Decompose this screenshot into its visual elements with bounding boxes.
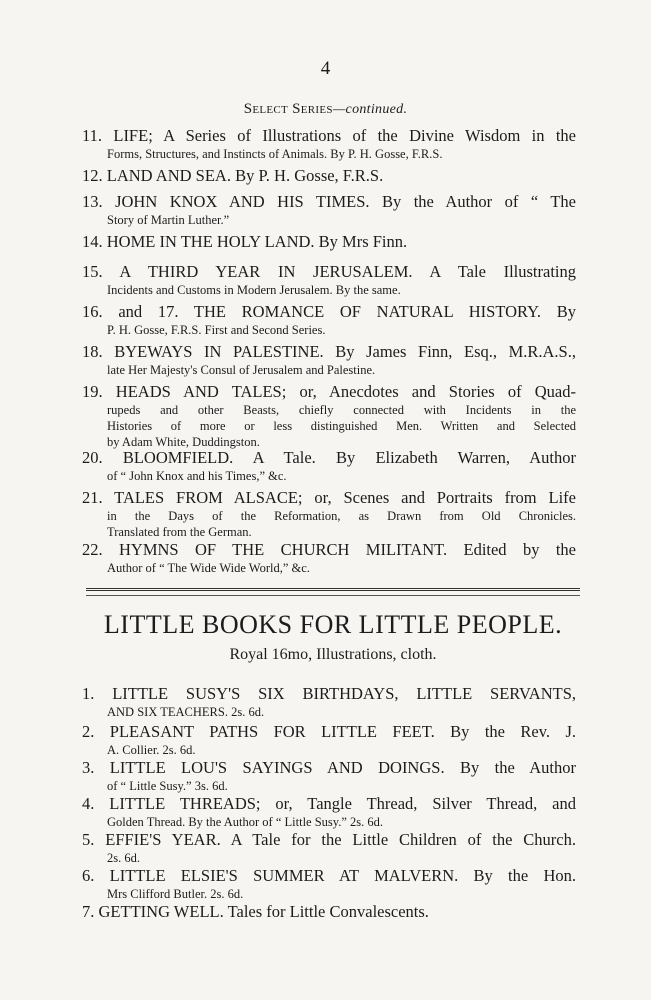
entry-title: 11. LIFE; A Series of Illustrations of the Divine Wisdom in the (82, 126, 576, 145)
entry-detail: by Adam White, Duddingston. (107, 435, 260, 449)
list-item (82, 722, 576, 758)
entry-detail: Author of “ The Wide Wide World,” &c. (107, 561, 310, 575)
entry-title: 7. GETTING WELL. Tales for Little Convalescents. (82, 902, 429, 921)
section-subtitle: Royal 16mo, Illustrations, cloth. (229, 646, 437, 663)
list-item (82, 794, 576, 830)
entry-detail: A. Collier. 2s. 6d. (107, 743, 196, 757)
list-item (82, 902, 576, 922)
entry-detail: Histories of more or less distinguished Men. Written and Selected (107, 419, 576, 433)
section-divider (86, 588, 580, 591)
entry-title: 13. JOHN KNOX AND HIS TIMES. By the Author of “ The (82, 192, 576, 211)
entry-title: 1. LITTLE SUSY'S SIX BIRTHDAYS, LITTLE SERVANTS, (82, 684, 576, 703)
entry-title: 3. LITTLE LOU'S SAYINGS AND DOINGS. By the Author (82, 758, 576, 777)
list-item (82, 684, 576, 720)
entry-detail: of “ Little Susy.” 3s. 6d. (107, 779, 228, 793)
entry-detail: of “ John Knox and his Times,” &c. (107, 469, 287, 483)
page-number: 4 (320, 58, 331, 79)
list-item (82, 866, 576, 902)
list-item (82, 262, 576, 298)
section-title: LITTLE BOOKS FOR LITTLE PEOPLE. (103, 610, 563, 639)
entry-detail: Mrs Clifford Butler. 2s. 6d. (107, 887, 244, 901)
entry-title: 15. A THIRD YEAR IN JERUSALEM. A Tale Illustrating (82, 262, 576, 281)
list-item (82, 166, 576, 186)
entry-detail: P. H. Gosse, F.R.S. First and Second Series. (107, 323, 326, 337)
list-item (82, 382, 576, 450)
list-item (82, 302, 576, 338)
list-item (82, 448, 576, 484)
entry-title: 14. HOME IN THE HOLY LAND. By Mrs Finn. (82, 232, 408, 251)
list-item (82, 540, 576, 576)
entry-title: 19. HEADS AND TALES; or, Anecdotes and Stories of Quad- (82, 382, 576, 401)
list-item (82, 232, 576, 252)
entry-detail: Forms, Structures, and Instincts of Animals. By P. H. Gosse, F.R.S. (107, 147, 443, 161)
entry-title: 6. LITTLE ELSIE'S SUMMER AT MALVERN. By the Hon. (82, 866, 576, 885)
entry-detail: in the Days of the Reformation, as Drawn from Old Chronicles. (107, 509, 576, 523)
entry-detail: Story of Martin Luther.” (107, 213, 230, 227)
entry-detail: rupeds and other Beasts, chiefly connected with Incidents in the (107, 403, 576, 417)
list-item (82, 758, 576, 794)
entry-title: 5. EFFIE'S YEAR. A Tale for the Little Children of the Church. (82, 830, 576, 849)
entry-detail: late Her Majesty's Consul of Jerusalem and Palestine. (107, 363, 376, 377)
list-item (82, 342, 576, 378)
list-item (82, 488, 576, 540)
entry-title: 21. TALES FROM ALSACE; or, Scenes and Portraits from Life (82, 488, 576, 507)
entry-title: 22. HYMNS OF THE CHURCH MILITANT. Edited by the (82, 540, 576, 559)
entry-detail: Incidents and Customs in Modern Jerusalem. By the same. (107, 283, 401, 297)
list-item (82, 830, 576, 866)
section-header-title: Select Series (243, 101, 333, 117)
section-header-continued: —continued. (332, 102, 408, 117)
section-divider-thin (86, 595, 580, 596)
entry-detail: 2s. 6d. (107, 851, 140, 865)
entry-title: 12. LAND AND SEA. By P. H. Gosse, F.R.S. (82, 166, 384, 185)
entry-detail: Translated from the German. (107, 525, 252, 539)
entry-title: 2. PLEASANT PATHS FOR LITTLE FEET. By the Rev. J. (82, 722, 576, 741)
entry-title: 20. BLOOMFIELD. A Tale. By Elizabeth Warren, Author (82, 448, 576, 467)
section-header (0, 101, 651, 118)
entry-detail: AND SIX TEACHERS. 2s. 6d. (107, 705, 265, 719)
entry-title: 4. LITTLE THREADS; or, Tangle Thread, Silver Thread, and (82, 794, 576, 813)
entry-detail: Golden Thread. By the Author of “ Little Susy.” 2s. 6d. (107, 815, 384, 829)
list-item (82, 126, 576, 162)
list-item (82, 192, 576, 228)
entry-title: 18. BYEWAYS IN PALESTINE. By James Finn, Esq., M.R.A.S., (82, 342, 576, 361)
entry-title: 16. and 17. THE ROMANCE OF NATURAL HISTORY. By (82, 302, 576, 321)
